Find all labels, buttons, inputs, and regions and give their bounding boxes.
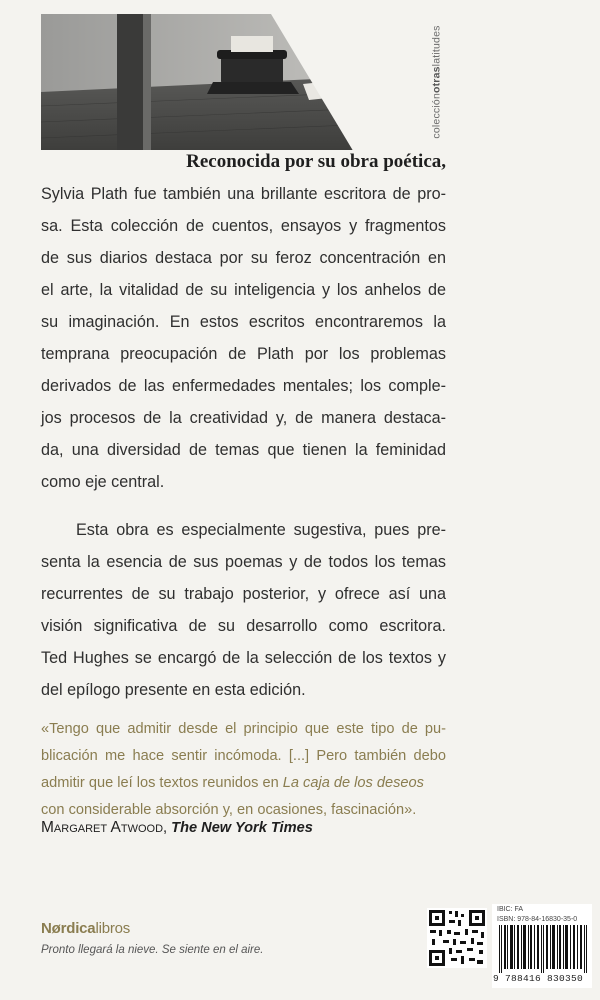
paragraph-2 xyxy=(41,514,446,706)
paragraph-1 xyxy=(41,178,446,498)
text-line: senta la esencia de sus poemas y de todos los temas xyxy=(41,553,446,571)
text-line: recurrentes de su trabajo posterior, y ofrece así una xyxy=(41,585,446,603)
publisher-logo: Nørdicalibros xyxy=(41,920,131,937)
text-line: su imaginación. En estos escritos encontraremos la xyxy=(41,313,446,331)
text-line: como eje central. xyxy=(41,473,165,491)
text-line: Sylvia Plath fue también una brillante escritora de pro- xyxy=(41,185,446,203)
lead-line: Reconocida por su obra poética, xyxy=(186,151,446,172)
quote-author: Margaret Atwood, The New York Times xyxy=(41,819,313,836)
text-line: de sus diarios destaca por su feroz concentración en xyxy=(41,249,446,267)
book-title: La caja de los deseos xyxy=(282,775,424,791)
quote-line: «Tengo que admitir desde el principio que este tipo de pu- xyxy=(41,721,446,737)
barcode-meta: IBIC: FA ISBN: 978-84-16830-35-0 xyxy=(497,906,578,923)
text-line: Ted Hughes se encargó de la selección de los textos y xyxy=(41,649,446,667)
barcode-icon xyxy=(497,925,589,978)
qr-code-icon xyxy=(427,908,487,968)
text-line: sa. Esta colección de cuentos, ensayos y fragmentos xyxy=(41,217,446,235)
author-source: The New York Times xyxy=(171,820,313,836)
author-name: Margaret Atwood xyxy=(41,819,164,836)
quote-line: admitir que leí los textos reunidos en La caja de los deseos xyxy=(41,775,424,791)
text-line: derivados de las enfermedades mentales; los comple- xyxy=(41,377,446,395)
quote-line: blicación me hace sentir incómoda. [...] Pero también debo xyxy=(41,748,446,764)
text-line: visión significativa de su desarrollo como escritora. xyxy=(41,617,446,635)
publisher-tagline: Pronto llegará la nieve. Se siente en el aire. xyxy=(41,944,264,956)
text-line: jos procesos de la creatividad y, de manera destaca- xyxy=(41,409,446,427)
synopsis xyxy=(41,146,446,706)
review-quote xyxy=(41,716,446,824)
text-line: Esta obra es especialmente sugestiva, pues pre- xyxy=(76,521,446,539)
collection-label: colecciónotraslatitudes xyxy=(431,25,443,139)
text-line: da, una diversidad de temas que tienen la feminidad xyxy=(41,441,446,459)
barcode-digits: 9 788416 830350 xyxy=(493,973,584,984)
text-line: el arte, la vitalidad de su inteligencia y los anhelos de xyxy=(41,281,446,299)
text-line: del epílogo presente en esta edición. xyxy=(41,681,306,699)
cover-photo xyxy=(41,14,421,150)
quote-line: con considerable absorción y, en ocasiones, fascinación». xyxy=(41,802,417,818)
text-line: temprana preocupación de Plath por los problemas xyxy=(41,345,446,363)
